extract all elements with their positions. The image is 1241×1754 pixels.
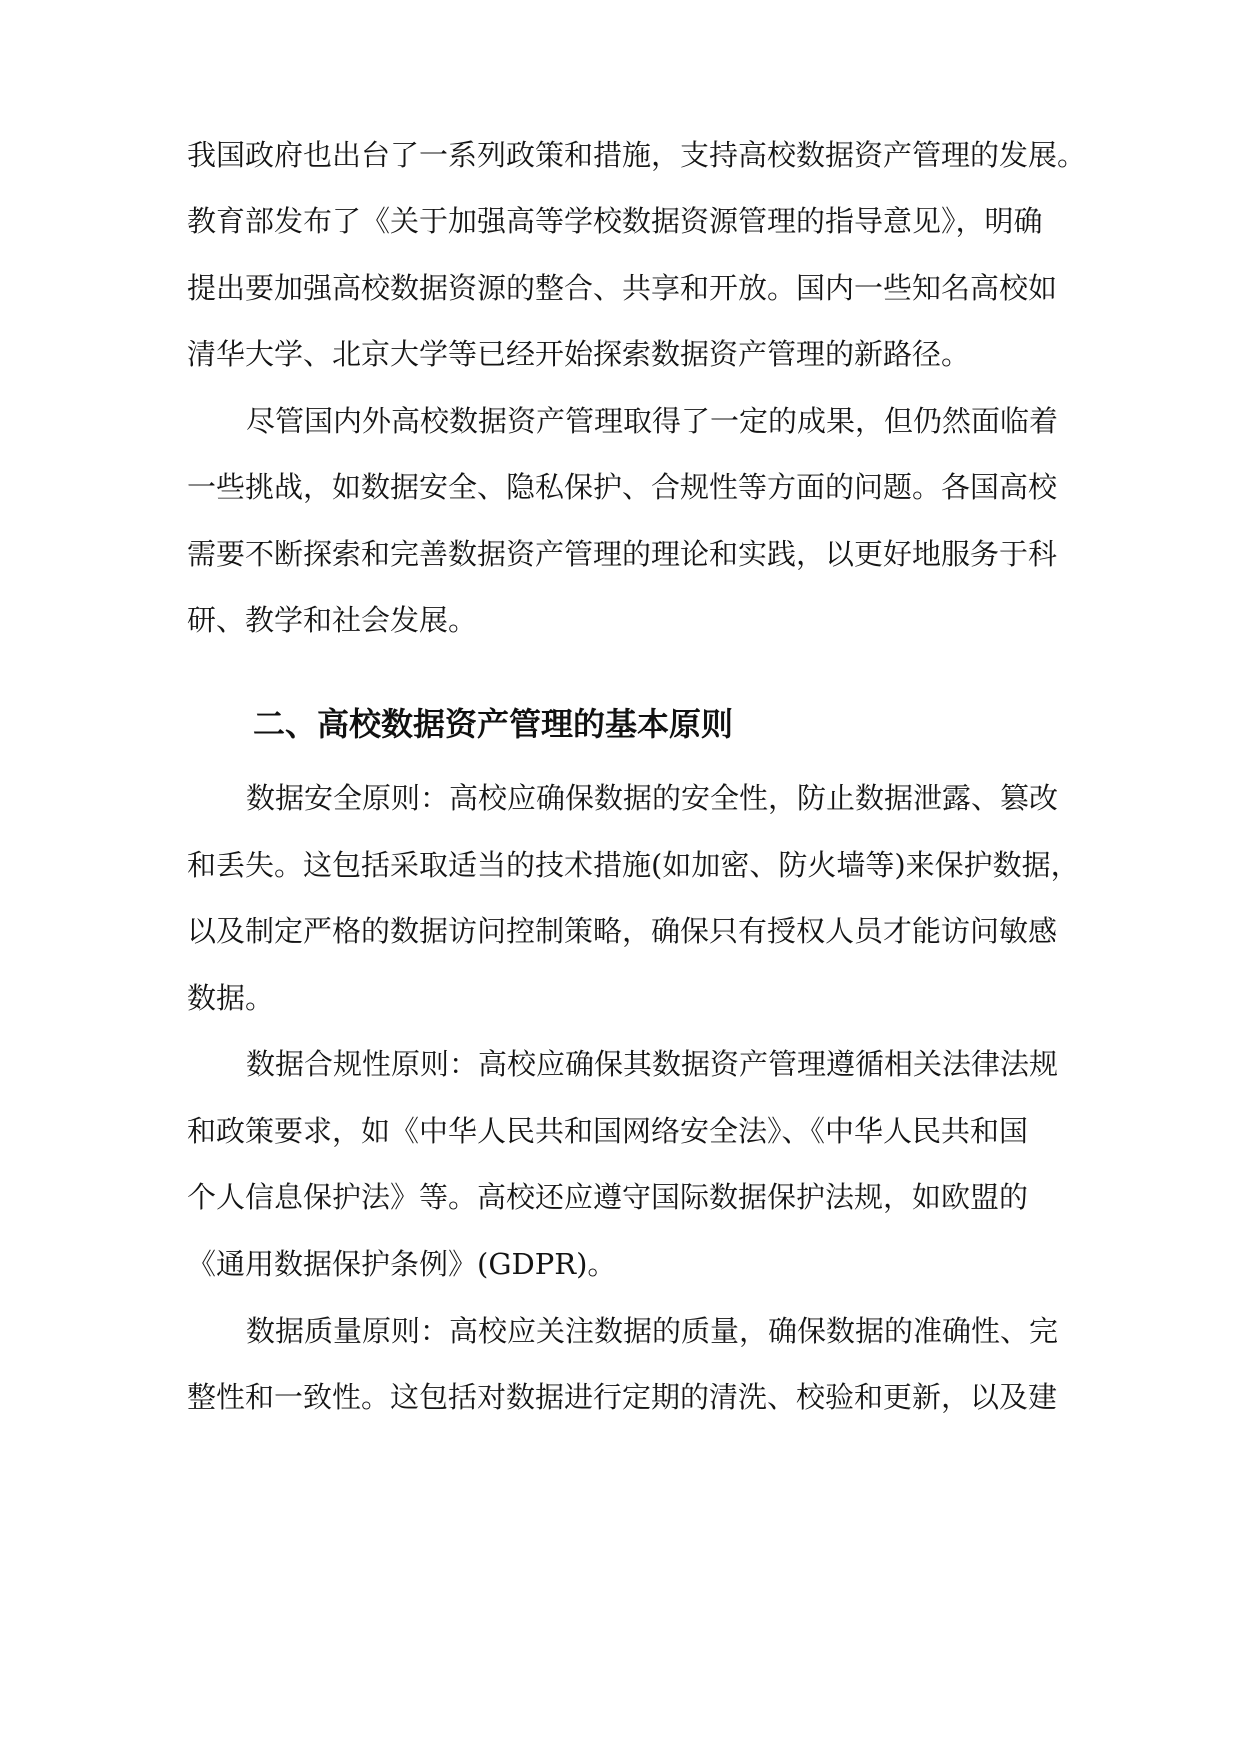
paragraph-1-line-2: 教育部发布了《关于加强高等学校数据资源管理的指导意见》，明确	[187, 204, 1043, 238]
paragraph-3-line-1: 数据安全原则：高校应确保数据的安全性，防止数据泄露、篡改	[246, 781, 1059, 815]
paragraph-2-line-4: 研、教学和社会发展。	[187, 603, 478, 637]
paragraph-3-line-4: 数据。	[187, 981, 275, 1015]
paragraph-4-line-3: 个人信息保护法》等。高校还应遵守国际数据保护法规，如欧盟的	[187, 1180, 1029, 1214]
paragraph-2-line-3: 需要不断探索和完善数据资产管理的理论和实践，以更好地服务于科	[187, 537, 1058, 571]
section-heading: 二、高校数据资产管理的基本原则	[253, 705, 734, 743]
paragraph-2-line-2: 一些挑战，如数据安全、隐私保护、合规性等方面的问题。各国高校	[187, 470, 1058, 504]
paragraph-5-line-1: 数据质量原则：高校应关注数据的质量，确保数据的准确性、完	[246, 1314, 1059, 1348]
paragraph-3-line-3: 以及制定严格的数据访问控制策略，确保只有授权人员才能访问敏感	[187, 914, 1058, 948]
paragraph-4-line-4: 《通用数据保护条例》(GDPR)。	[187, 1247, 617, 1281]
paragraph-1-line-1: 我国政府也出台了一系列政策和措施，支持高校数据资产管理的发展。	[187, 138, 1087, 172]
paragraph-4-line-2: 和政策要求，如《中华人民共和国网络安全法》、《中华人民共和国	[187, 1114, 1029, 1148]
paragraph-4-line-1: 数据合规性原则：高校应确保其数据资产管理遵循相关法律法规	[246, 1047, 1059, 1081]
paragraph-1-line-3: 提出要加强高校数据资源的整合、共享和开放。国内一些知名高校如	[187, 271, 1058, 305]
paragraph-5-line-2: 整性和一致性。这包括对数据进行定期的清洗、校验和更新，以及建	[187, 1380, 1058, 1414]
paragraph-1-line-4: 清华大学、北京大学等已经开始探索数据资产管理的新路径。	[187, 337, 971, 371]
paragraph-3-line-2: 和丢失。这包括采取适当的技术措施(如加密、防火墙等)来保护数据，	[187, 848, 1080, 882]
paragraph-2-line-1: 尽管国内外高校数据资产管理取得了一定的成果，但仍然面临着	[246, 404, 1059, 438]
